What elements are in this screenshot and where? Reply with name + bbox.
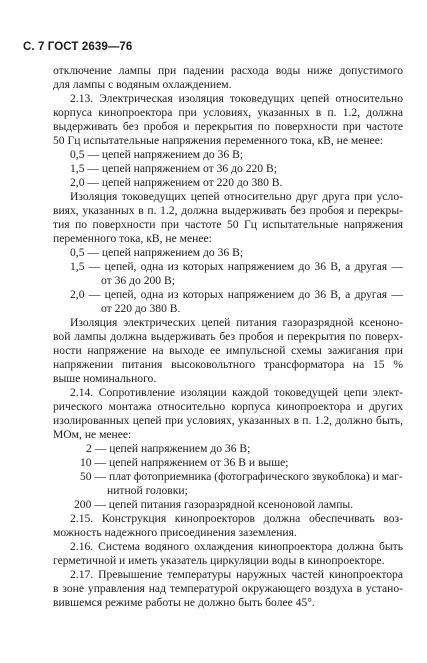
text-line: переменного тока, кВ, не менее: — [53, 232, 212, 245]
text-line: от 220 до 380 В. — [101, 302, 181, 315]
text-line: 2.13. Электрическая изоляция токоведущих цепей относительно — [70, 92, 403, 105]
text-line: изолированных цепей при условиях, указанных в п. 1.2, должно быть, — [53, 414, 403, 427]
text-line: в зоне управления над температурой окружающего воздуха в устано- — [53, 582, 403, 595]
text-line: тия по поверхности при частоте 50 Гц испытательные напряжения — [53, 218, 403, 231]
text-line: выше номинального. — [53, 372, 157, 385]
text-line: ности напряжение на выходе ее импульсной схемы зажигания при — [53, 344, 403, 357]
text-line: 2,0 — цепей напряжением от 220 до 380 В. — [70, 176, 283, 189]
text-line: Изоляция токоведущих цепей относительно друг друга при усло- — [70, 190, 403, 203]
text-line: герметичной и иметь указатель циркуляции воды в кинопроекторе. — [53, 554, 385, 567]
text-line: 2.17. Превышение температуры наружных частей кинопроектора — [70, 568, 403, 581]
text-line: 50 Гц испытательные напряжения переменного тока, кВ, не менее: — [53, 134, 384, 147]
text-line: Изоляция электрических цепей питания газоразрядной ксеноно- — [70, 316, 403, 329]
text-line: 50 — плат фотоприемника (фотографического звукоблока) и маг- — [80, 470, 403, 483]
text-line: 200 — цепей питания газоразрядной ксеноновой лампы. — [74, 498, 354, 511]
page-header: С. 7 ГОСТ 2639—76 — [23, 41, 133, 53]
text-line: 10 — цепей напряжением от 36 В и выше; — [80, 456, 289, 469]
text-line: 2,0 — цепей, одна из которых напряжением до 36 В, а другая — — [70, 288, 403, 301]
text-line: 1,5 — цепей напряжением от 36 до 220 В; — [70, 162, 277, 175]
text-line: 0,5 — цепей напряжением до 36 В; — [70, 246, 244, 259]
text-line: 2.14. Сопротивление изоляции каждой токоведущей цепи элект- — [70, 386, 403, 399]
text-line: напряжении питания высоковольтного трансформатора на 15 % — [53, 358, 403, 371]
text-line: рического монтажа относительно корпуса кинопроектора и других — [53, 400, 403, 413]
text-line: 0,5 — цепей напряжением до 36 В; — [70, 148, 244, 161]
text-line: выдерживать без пробоя и перекрытия по поверхности при частоте — [53, 120, 403, 133]
text-line: отключение лампы при падении расхода воды ниже допустимого — [53, 64, 403, 77]
text-line: вившемся режиме работы не должно быть более 45°. — [53, 596, 315, 609]
text-line: 1,5 — цепей, одна из которых напряжением до 36 В, а другая — — [70, 260, 403, 273]
text-line: виях, указанных в п. 1.2, должна выдерживать без пробоя и перекры- — [53, 204, 403, 217]
text-line: от 36 до 200 В; — [101, 274, 175, 287]
text-line: нитной головки; — [107, 484, 188, 497]
text-line: 2 — цепей напряжением до 36 В; — [86, 442, 251, 455]
text-line: корпуса кинопроектора при условиях, указанных в п. 1.2, должна — [53, 106, 403, 119]
text-line: вой лампы должна выдерживать без пробоя и перекрытия по поверх- — [53, 330, 403, 343]
text-line: 2.16. Система водяного охлаждения кинопроектора должна быть — [70, 540, 403, 553]
text-line: для лампы с водяным охлаждением. — [53, 78, 232, 91]
text-line: 2.15. Конструкция кинопроекторов должна обеспечивать воз- — [70, 512, 403, 525]
text-line: МОм, не менее: — [53, 428, 132, 441]
text-line: можность надежного присоединения заземления. — [53, 526, 297, 539]
